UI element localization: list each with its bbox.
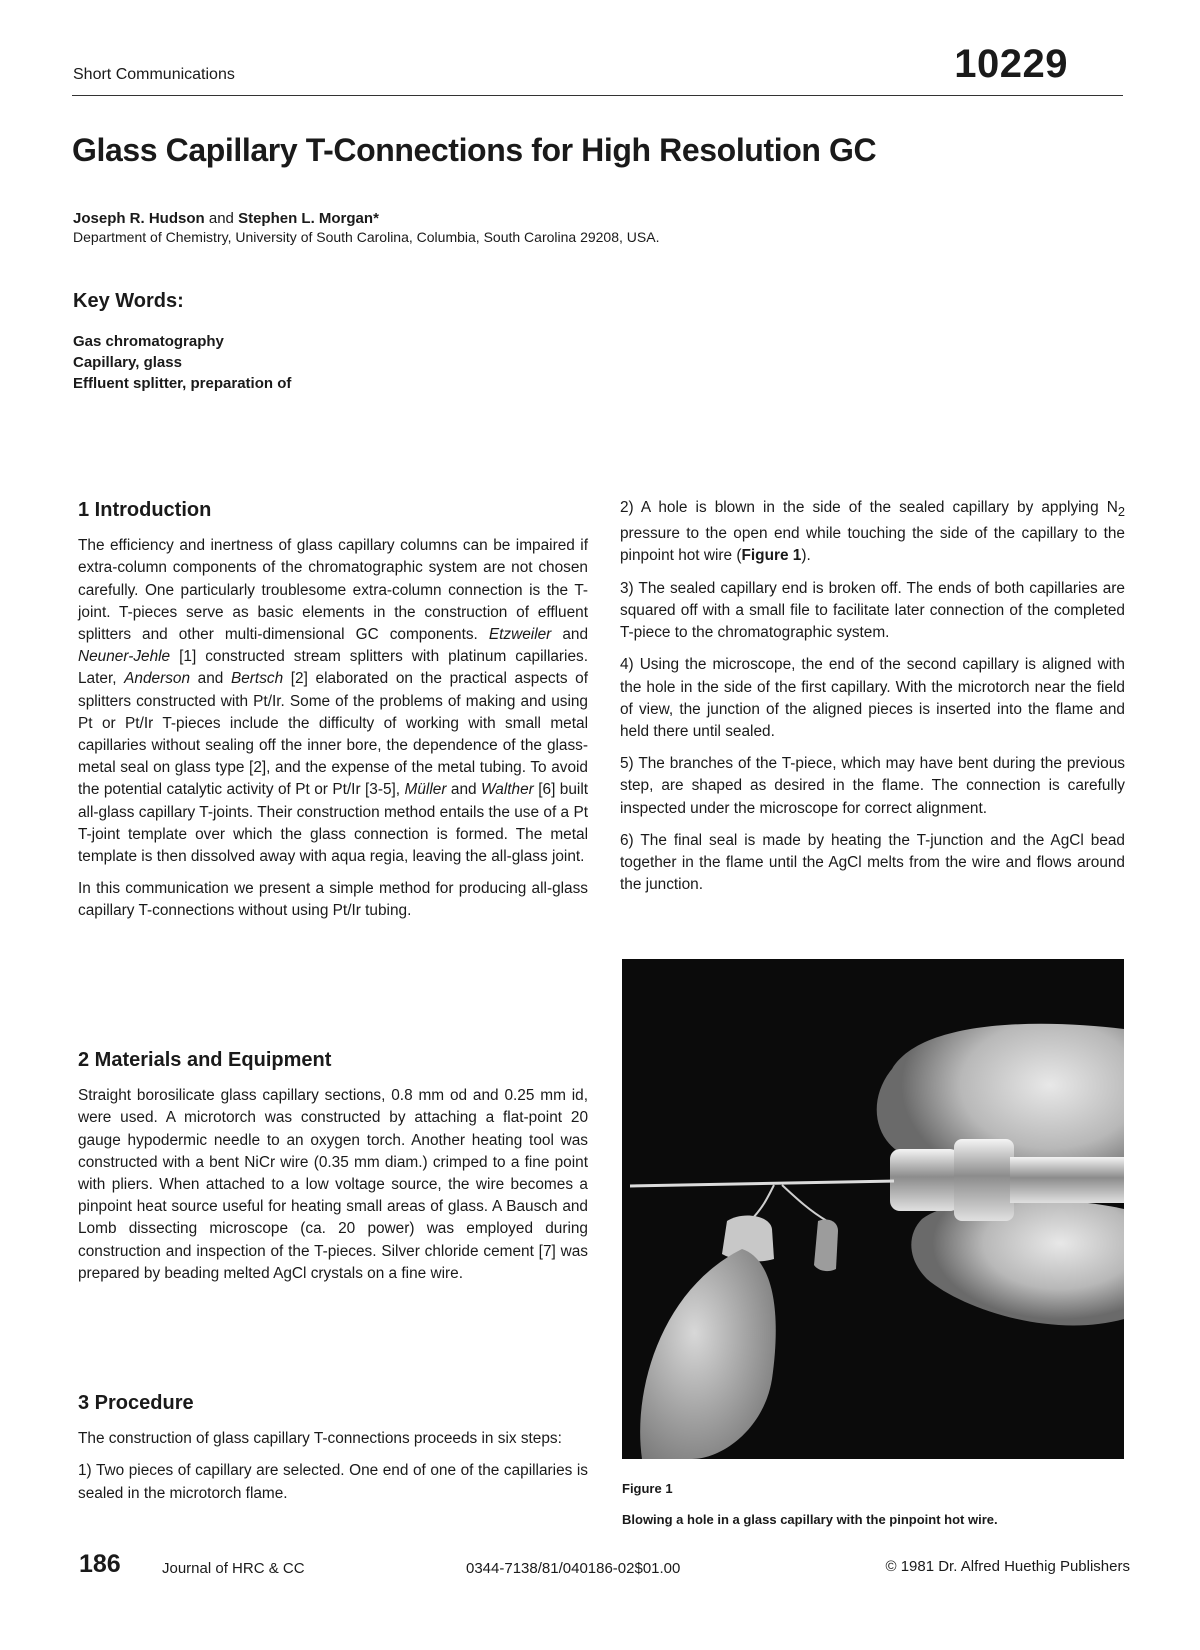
header-rule: [72, 95, 1123, 96]
paragraph: In this communication we present a simple method for producing all-glass capillary T-connections without using Pt/Ir tubing.: [78, 880, 588, 920]
author-name: Bertsch: [230, 670, 284, 688]
author-name: Walther: [481, 781, 534, 799]
section-heading: 2 Materials and Equipment: [78, 1049, 332, 1071]
keywords-heading: Key Words:: [73, 290, 184, 312]
issn-code: 0344-7138/81/040186-02$01.00: [466, 1560, 681, 1577]
photo-illustration: [622, 959, 1124, 1459]
figure-reference: Figure 1: [741, 547, 802, 565]
author-name: Müller: [404, 781, 447, 799]
procedure-step: 3) The sealed capillary end is broken off. The ends of both capillaries are squared off with a small file to facilitate later connection of the completed T-piece to the chromatographic system.: [620, 579, 1125, 642]
running-head-section: Short Communications: [73, 66, 235, 83]
procedure-step: 1) Two pieces of capillary are selected. One end of one of the capillaries is sealed in the microtorch flame.: [78, 1462, 588, 1502]
author-name: Anderson: [124, 670, 191, 688]
author-name: Neuner-Jehle: [78, 648, 171, 666]
author-conjunction: and: [208, 210, 234, 227]
procedure-step: 5) The branches of the T-piece, which may have bent during the previous step, are shaped as desired in the flame. The connection is carefully inspected under the microscope for correct alignment.: [620, 755, 1125, 817]
page-id: 10229: [954, 42, 1068, 86]
procedure-step: 2) A hole is blown in the side of the sealed capillary by applying $N_2$ pressure to the open end while touching the side of the capillary to the pinpoint hot wire (Figure 1).: [620, 499, 1125, 565]
keyword-item: Gas chromatography: [73, 333, 224, 350]
author-2: Stephen L. Morgan*: [238, 210, 379, 227]
section-procedure: [78, 1392, 588, 1515]
authors: [73, 210, 379, 227]
procedure-step: 4) Using the microscope, the end of the second capillary is aligned with the hole in the side of the first capillary. With the microtorch near the field of view, the junction of the aligned pieces is inserted into the flame and held there until sealed.: [620, 656, 1125, 740]
section-materials: [78, 1049, 588, 1295]
author-name: Etzweiler: [488, 626, 552, 644]
procedure-step: 6) The final seal is made by heating the T-junction and the AgCl bead together in the flame until the AgCl melts from the wire and flows around the junction.: [620, 831, 1125, 894]
figure-label: Figure 1: [622, 1481, 673, 1496]
section-introduction: [78, 499, 588, 933]
journal-name: Journal of HRC & CC: [162, 1560, 305, 1577]
figure-caption: Blowing a hole in a glass capillary with the pinpoint hot wire.: [622, 1512, 998, 1527]
paragraph: Straight borosilicate glass capillary sections, 0.8 mm od and 0.25 mm id, were used. A microtorch was constructed by attaching a flat-point 20 gauge hypodermic needle to an oxygen torch. Another heating tool was constructed with a bent NiCr wire (0.35 mm diam.) crimped to a fine point with pliers. When attached to a low voltage source, the wire becomes a pinpoint heat source useful for heating small areas of glass. A Bausch and Lomb dissecting microscope (ca. 20 power) was employed during construction and inspection of the T-pieces. Silver chloride cement [7] was prepared by beading melted AgCl crystals on a fine wire.: [78, 1087, 588, 1282]
paragraph: The construction of glass capillary T-connections proceeds in six steps:: [78, 1430, 562, 1448]
copyright: © 1981 Dr. Alfred Huethig Publishers: [885, 1558, 1130, 1575]
keyword-item: Capillary, glass: [73, 354, 182, 371]
section-heading: 1 Introduction: [78, 499, 212, 521]
figure-photo: [622, 959, 1124, 1459]
paragraph: The efficiency and inertness of glass capillary columns can be impaired if extra-column components of the chromatographic system are not chosen carefully. One particularly troublesome extra-column connection is the T-joint. T-pieces serve as basic elements in the construction of effluent splitters and other multi-dimensional GC components. Etzweiler and Neuner-Jehle [1] constructed stream splitters with platinum capillaries. Later, Anderson and Bertsch [2] elaborated on the practical aspects of splitters constructed with Pt/Ir. Some of the problems of making and using Pt or Pt/Ir T-pieces include the difficulty of working with small metal capillaries without sealing off the inner bore, the dependence of the glass-metal seal on glass type [2], and the expense of the metal tubing. To avoid the potential catalytic activity of Pt or Pt/Ir [3-5], Müller and Walther [6] built all-glass capillary T-joints. Their construction method entails the use of a Pt T-joint template over which the glass connection is formed. The metal template is then dissolved away with aqua regia, leaving the all-glass joint.: [78, 537, 589, 866]
keyword-item: Effluent splitter, preparation of: [73, 375, 292, 392]
author-1: Joseph R. Hudson: [73, 210, 205, 227]
affiliation: Department of Chemistry, University of South Carolina, Columbia, South Carolina 29208, USA.: [73, 229, 660, 245]
keywords-list: [73, 331, 291, 394]
page-number: 186: [79, 1550, 121, 1578]
section-heading: 3 Procedure: [78, 1392, 194, 1414]
article-title: Glass Capillary T-Connections for High Resolution GC: [72, 132, 877, 168]
procedure-steps-continued: [620, 497, 1125, 906]
